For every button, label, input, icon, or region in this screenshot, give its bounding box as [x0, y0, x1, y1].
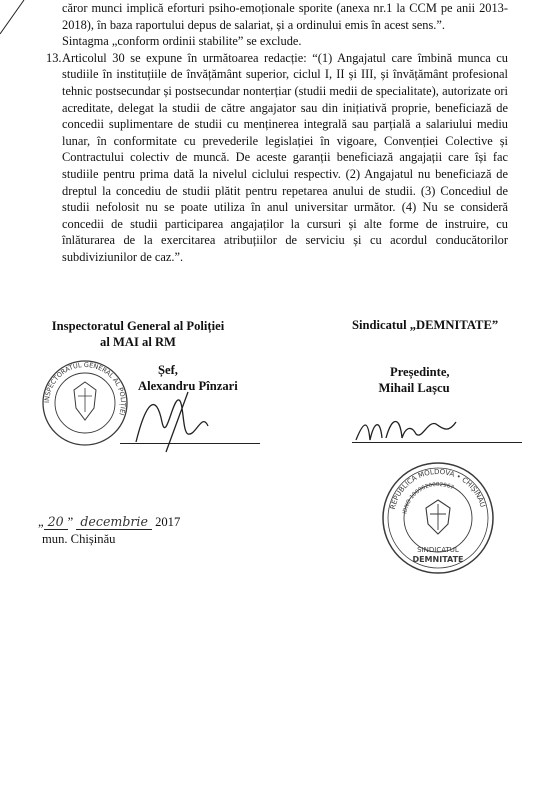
right-signer	[352, 318, 532, 564]
right-signer-role: Președinte,	[390, 365, 450, 379]
left-org-line1: Inspectoratul General al Poliției	[51, 319, 225, 333]
margin-mark	[0, 0, 40, 40]
signing-date	[38, 514, 180, 530]
item-13	[46, 50, 508, 266]
left-official-stamp	[40, 358, 130, 448]
date-open-quote: „	[38, 515, 44, 529]
right-handwritten-signature	[352, 410, 462, 450]
paragraph-continuation: căror munci implică eforturi psiho-emoționale sporite (anexa nr.1 la CCM pe anii 2013-2018), în baza raportului depus de salariat, și a ordinului emis în acest sens.”.	[62, 1, 508, 32]
right-signer-name: Mihail Lașcu	[378, 381, 450, 395]
right-official-stamp	[380, 460, 496, 576]
right-signer-title	[378, 364, 450, 396]
svg-text:IDNO 1009620002967	[402, 482, 455, 514]
date-close-quote: ”	[67, 515, 74, 529]
left-handwritten-signature	[126, 382, 216, 462]
left-signer-role: Șef,	[158, 363, 178, 377]
right-stamp-bottom2: DEMNITATE	[412, 555, 464, 564]
paragraph-sintagma: Sintagma „conform ordinii stabilite” se exclude.	[62, 34, 302, 49]
left-signer-name: Alexandru Pînzari	[138, 379, 238, 393]
right-stamp-idno: IDNO 1009620002967	[402, 481, 455, 515]
left-signature-line	[120, 443, 260, 444]
date-month: decembrie	[76, 514, 152, 530]
right-organization: Sindicatul „DEMNITATE”	[352, 318, 499, 332]
date-day: 20	[44, 514, 68, 530]
signing-city: mun. Chișinău	[42, 532, 116, 546]
left-organization	[38, 318, 238, 350]
item-number: 13.	[46, 50, 62, 65]
right-stamp-top-text: REPUBLICA MOLDOVA • CHIȘINĂU	[388, 467, 487, 511]
document-body	[46, 0, 508, 266]
right-stamp-bottom1: SINDICATUL	[417, 546, 459, 554]
right-signature-line	[352, 442, 522, 443]
item-13-text: Articolul 30 se expune în următoarea redacție: “(1) Angajatul care îmbină munca cu studiile în instituțiile de învățământ superior, ciclul I, II și III, și învățământ profesional tehnic postsecundar și postsecundar nonterțiar (studii medii de specialitate), autorizate ori acreditate, delegat la studii de către angajator sau din inițiativă proprie, beneficiază de concedii suplimentare de studii cu menținerea integrală sau parțială a salariului mediu lunar, în conformitate cu prevederile legislației în vigoare, Convenției Colective și Contractului colectiv de muncă. De aceste garanții beneficiază angajații care își fac studiile pentru prima dată la nivelul ciclului respectiv. (2) Angajatul nu beneficiază de dreptul la concediu de studii plătit pentru repetarea anului de studii. (3) Concediul de studii nefolosit nu se poate utiliza în anul universitar următor. (4) Nu se consideră concedii de studii participarea angajaților la cursuri și alte forme de instruire, cu înlăturarea de la exercitarea atribuțiilor de serviciu și cu acordul conducătorilor subdiviziunilor de caz.”.	[62, 50, 508, 264]
left-signer	[38, 318, 258, 546]
left-stamp-text: INSPECTORATUL GENERAL AL POLIȚIEI	[42, 360, 128, 417]
left-org-line2: al MAI al RM	[100, 335, 176, 349]
date-year: 2017	[155, 515, 181, 529]
